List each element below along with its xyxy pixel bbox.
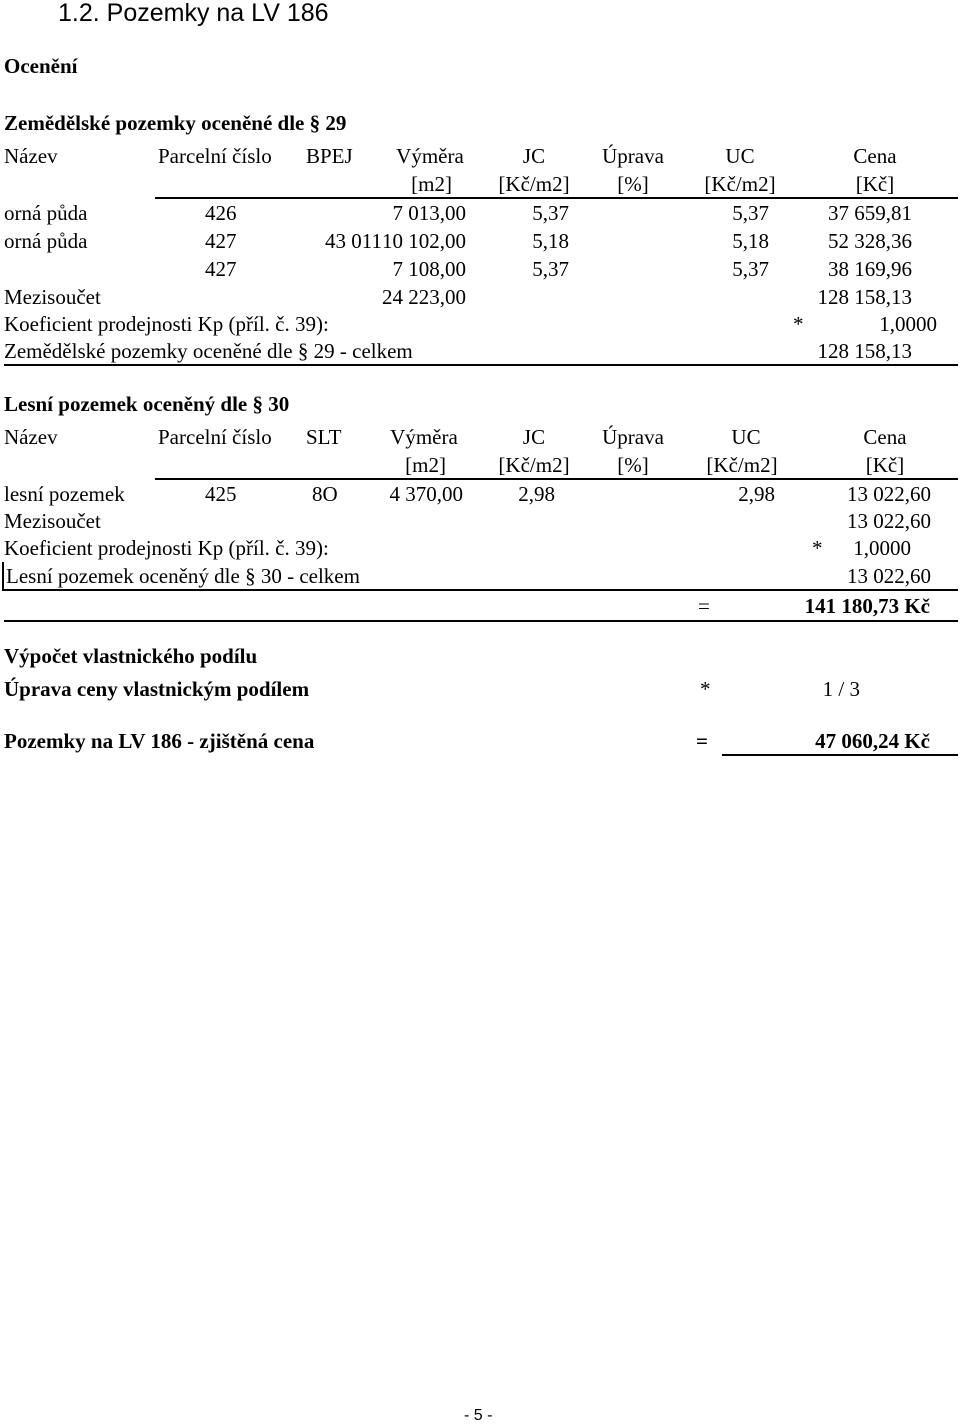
total-label-text: Zemědělské pozemky oceněné dle [4, 339, 293, 363]
header-bpej: BPEJ [306, 144, 353, 168]
header-jc: JC [522, 144, 546, 168]
header-parcelni: Parcelní číslo [158, 425, 272, 449]
header-nazev: Název [4, 425, 58, 449]
header-vymera: Výměra [396, 144, 464, 168]
header-jc: JC [522, 425, 546, 449]
cell-vymera: 4 370,00 [389, 482, 463, 506]
section1-title [4, 113, 346, 134]
cell-parcelni: 426 [205, 201, 237, 225]
sum-value: 141 180,73 Kč [804, 594, 930, 618]
section2-total-left-bar [2, 562, 4, 589]
header-cena: Cena [863, 425, 907, 449]
total-label-suffix: 30 - celkem [260, 564, 360, 588]
header-jc-unit: [Kč/m2] [498, 453, 570, 477]
cell-nazev: lesní pozemek [4, 482, 125, 506]
page-number: - 5 - [464, 1407, 493, 1424]
paragraph-symbol: § [297, 339, 309, 363]
cell-vymera: 7 108,00 [392, 257, 466, 281]
header-uprava-unit: [%] [617, 172, 649, 196]
section1-total-underline [4, 364, 958, 366]
header-uc-unit: [Kč/m2] [704, 172, 776, 196]
subtotal-vymera: 24 223,00 [382, 285, 466, 309]
section2-total-underline [2, 589, 958, 591]
header-parcelni: Parcelní číslo [158, 144, 272, 168]
section2-title-text: Lesní pozemek oceněný dle [4, 392, 248, 416]
header-uprava-unit: [%] [617, 453, 649, 477]
cell-jc: 5,18 [532, 229, 569, 253]
cell-cena: 38 169,96 [828, 257, 912, 281]
coef-label: Koeficient prodejnosti Kp (příl. č. 39): [4, 312, 329, 336]
total-label-text: Lesní pozemek oceněný dle [6, 564, 240, 588]
header-uprava: Úprava [602, 144, 664, 168]
coef-operator: * [812, 536, 823, 560]
section1-total-value: 128 158,13 [817, 339, 912, 363]
header-jc-unit: [Kč/m2] [498, 172, 570, 196]
section2-total-value: 13 022,60 [847, 564, 931, 588]
coef-operator: * [793, 312, 804, 336]
ownership-value: 1 / 3 [822, 677, 860, 701]
header-uc: UC [731, 425, 761, 449]
total-label-suffix: 29 - celkem [313, 339, 413, 363]
page-heading: 1.2. Pozemky na LV 186 [58, 0, 329, 27]
coef-value: 1,0000 [853, 536, 911, 560]
final-operator: = [696, 729, 708, 753]
section2-total-label [6, 566, 360, 587]
cell-jc: 5,37 [532, 257, 569, 281]
ownership-operator: * [700, 677, 711, 701]
final-underline [722, 754, 958, 756]
final-label: Pozemky na LV 186 - zjištěná cena [4, 729, 315, 753]
cell-cena: 37 659,81 [828, 201, 912, 225]
section1-title-text: Zemědělské pozemky oceněné dle [4, 111, 305, 135]
cell-nazev: orná půda [4, 229, 88, 253]
paragraph-symbol: § [252, 392, 263, 416]
header-cena-unit: [Kč] [865, 453, 905, 477]
header-nazev: Název [4, 144, 58, 168]
ownership-label: Úprava ceny vlastnickým podílem [4, 677, 310, 701]
header-underline [155, 197, 958, 199]
subtotal-label: Mezisoučet [4, 285, 101, 309]
cell-uc: 5,18 [732, 229, 769, 253]
header-vymera: Výměra [390, 425, 458, 449]
header-cena: Cena [853, 144, 897, 168]
cell-nazev: orná půda [4, 201, 88, 225]
subtotal-label: Mezisoučet [4, 509, 101, 533]
cell-bpej: 43 011 [325, 229, 382, 253]
subtotal-cena: 128 158,13 [817, 285, 912, 309]
cell-cena: 13 022,60 [847, 482, 931, 506]
cell-vymera: 7 013,00 [392, 201, 466, 225]
ownership-title: Výpočet vlastnického podílu [4, 644, 258, 668]
paragraph-symbol: § [245, 564, 256, 588]
sum-operator: = [698, 594, 710, 618]
cell-parcelni: 427 [205, 229, 237, 253]
final-value: 47 060,24 Kč [815, 729, 930, 753]
cell-parcelni: 425 [205, 482, 237, 506]
cell-slt: 8O [312, 482, 338, 506]
header-cena-unit: [Kč] [855, 172, 895, 196]
coef-label: Koeficient prodejnosti Kp (příl. č. 39): [4, 536, 329, 560]
section1-number: 29 [325, 111, 347, 135]
cell-vymera: 10 102,00 [382, 229, 466, 253]
cell-uc: 5,37 [732, 257, 769, 281]
cell-uc: 5,37 [732, 201, 769, 225]
header-uprava: Úprava [602, 425, 664, 449]
section1-total-label [4, 341, 413, 362]
header-vymera-unit: [m2] [405, 453, 446, 477]
cell-cena: 52 328,36 [828, 229, 912, 253]
cell-uc: 2,98 [738, 482, 775, 506]
cell-parcelni: 427 [205, 257, 237, 281]
cell-jc: 5,37 [532, 201, 569, 225]
header-uc: UC [725, 144, 755, 168]
paragraph-symbol: § [309, 111, 321, 135]
section2-number: 30 [268, 392, 290, 416]
oceneni-label: Ocenění [4, 54, 78, 78]
coef-value: 1,0000 [879, 312, 937, 336]
section2-title [4, 394, 289, 415]
cell-jc: 2,98 [518, 482, 555, 506]
header-underline [155, 478, 958, 480]
header-slt: SLT [306, 425, 342, 449]
header-uc-unit: [Kč/m2] [706, 453, 778, 477]
sum-underline [4, 620, 958, 622]
subtotal-cena: 13 022,60 [847, 509, 931, 533]
header-vymera-unit: [m2] [411, 172, 452, 196]
